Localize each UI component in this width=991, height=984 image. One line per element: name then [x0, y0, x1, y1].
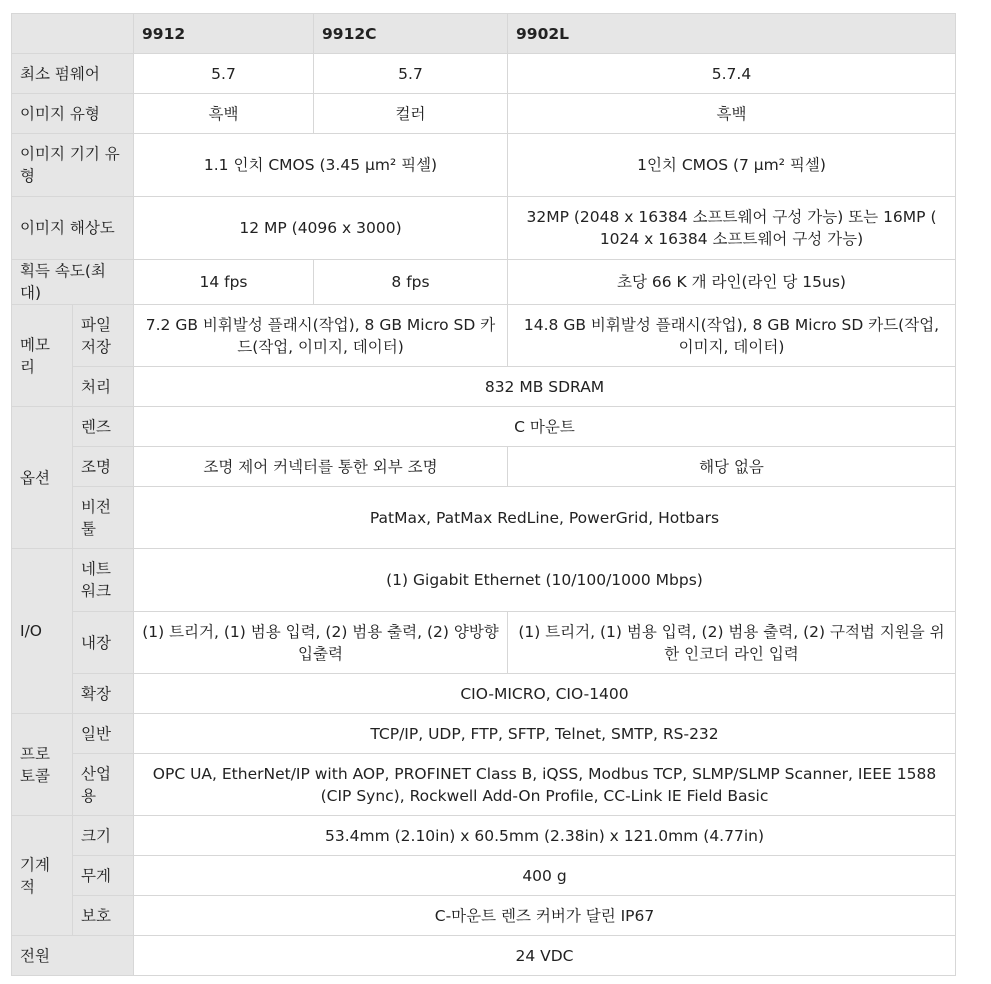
cell-value: 흑백: [134, 94, 314, 134]
table-row: [12, 816, 956, 856]
group-label-memory: 메모리: [12, 305, 73, 407]
cell-value: 832 MB SDRAM: [134, 367, 956, 407]
row-label-file-storage: 파일 저장: [73, 305, 134, 367]
cell-value: 5.7.4: [508, 54, 956, 94]
table-row: [12, 612, 956, 674]
table-row: [12, 674, 956, 714]
row-label-network: 네트워크: [73, 549, 134, 612]
cell-value: CIO-MICRO, CIO-1400: [134, 674, 956, 714]
table-row: [12, 487, 956, 549]
cell-value: 8 fps: [314, 260, 508, 305]
cell-value: 해당 없음: [508, 447, 956, 487]
row-label-lens: 렌즈: [73, 407, 134, 447]
row-label-builtin: 내장: [73, 612, 134, 674]
row-label-imager: 이미지 기기 유형: [12, 134, 134, 197]
header-model-9912: 9912: [134, 14, 314, 54]
cell-value: 초당 66 K 개 라인(라인 당 15us): [508, 260, 956, 305]
header-model-9902l: 9902L: [508, 14, 956, 54]
table-row: [12, 856, 956, 896]
spec-table: [11, 13, 956, 976]
row-label-industrial: 산업용: [73, 754, 134, 816]
cell-value: 32MP (2048 x 16384 소프트웨어 구성 가능) 또는 16MP ( 1024 x 16384 소프트웨어 구성 가능): [508, 197, 956, 260]
row-label-general: 일반: [73, 714, 134, 754]
table-row: [12, 260, 956, 305]
table-row: [12, 754, 956, 816]
row-label-power: 전원: [12, 936, 134, 976]
row-label-vision-tools: 비전 툴: [73, 487, 134, 549]
row-label-protection: 보호: [73, 896, 134, 936]
row-label-lighting: 조명: [73, 447, 134, 487]
cell-value: 5.7: [134, 54, 314, 94]
cell-value: 조명 제어 커넥터를 통한 외부 조명: [134, 447, 508, 487]
table-row: [12, 134, 956, 197]
cell-value: 컬러: [314, 94, 508, 134]
cell-value: 1인치 CMOS (7 μm² 픽셀): [508, 134, 956, 197]
row-label-firmware: 최소 펌웨어: [12, 54, 134, 94]
row-label-size: 크기: [73, 816, 134, 856]
cell-value: 1.1 인치 CMOS (3.45 μm² 픽셀): [134, 134, 508, 197]
cell-value: 400 g: [134, 856, 956, 896]
cell-value: 24 VDC: [134, 936, 956, 976]
table-row: [12, 367, 956, 407]
cell-value: 14 fps: [134, 260, 314, 305]
row-label-weight: 무게: [73, 856, 134, 896]
row-label-image-type: 이미지 유형: [12, 94, 134, 134]
table-row: [12, 407, 956, 447]
group-label-protocol: 프로토콜: [12, 714, 73, 816]
cell-value: C 마운트: [134, 407, 956, 447]
table-row: [12, 197, 956, 260]
cell-value: 12 MP (4096 x 3000): [134, 197, 508, 260]
cell-value: 5.7: [314, 54, 508, 94]
row-label-expansion: 확장: [73, 674, 134, 714]
table-row: [12, 896, 956, 936]
header-row: [12, 14, 956, 54]
cell-value: 53.4mm (2.10in) x 60.5mm (2.38in) x 121.0mm (4.77in): [134, 816, 956, 856]
table-row: [12, 447, 956, 487]
row-label-processing: 처리: [73, 367, 134, 407]
row-label-resolution: 이미지 해상도: [12, 197, 134, 260]
cell-value: PatMax, PatMax RedLine, PowerGrid, Hotbars: [134, 487, 956, 549]
table-row: [12, 94, 956, 134]
cell-value: (1) 트리거, (1) 범용 입력, (2) 범용 출력, (2) 구적법 지원을 위한 인코더 라인 입력: [508, 612, 956, 674]
cell-value: 7.2 GB 비휘발성 플래시(작업), 8 GB Micro SD 카드(작업, 이미지, 데이터): [134, 305, 508, 367]
row-label-acquisition: 획득 속도(최대): [12, 260, 134, 305]
table-row: [12, 549, 956, 612]
cell-value: (1) 트리거, (1) 범용 입력, (2) 범용 출력, (2) 양방향 입출력: [134, 612, 508, 674]
cell-value: (1) Gigabit Ethernet (10/100/1000 Mbps): [134, 549, 956, 612]
cell-value: C-마운트 렌즈 커버가 달린 IP67: [134, 896, 956, 936]
table-row: [12, 936, 956, 976]
table-row: [12, 54, 956, 94]
cell-value: 14.8 GB 비휘발성 플래시(작업), 8 GB Micro SD 카드(작업, 이미지, 데이터): [508, 305, 956, 367]
header-model-9912c: 9912C: [314, 14, 508, 54]
cell-value: TCP/IP, UDP, FTP, SFTP, Telnet, SMTP, RS-232: [134, 714, 956, 754]
group-label-mechanical: 기계적: [12, 816, 73, 936]
cell-value: 흑백: [508, 94, 956, 134]
table-row: [12, 305, 956, 367]
cell-value: OPC UA, EtherNet/IP with AOP, PROFINET Class B, iQSS, Modbus TCP, SLMP/SLMP Scanner, IEEE 1588 (CIP Sync), Rockwell Add-On Profile, CC-Link IE Field Basic: [134, 754, 956, 816]
table-row: [12, 714, 956, 754]
group-label-io: I/O: [12, 549, 73, 714]
header-corner: [12, 14, 134, 54]
group-label-options: 옵션: [12, 407, 73, 549]
